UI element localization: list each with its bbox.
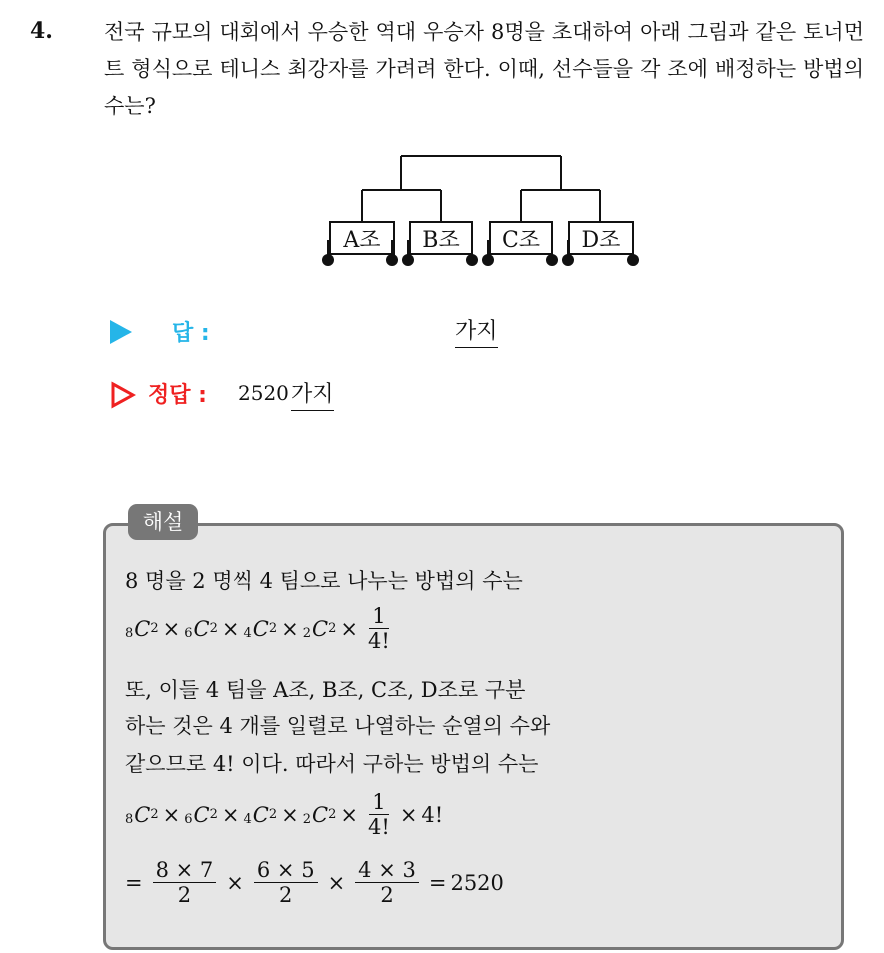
group-a-label: A조 xyxy=(343,228,381,253)
group-b-label: B조 xyxy=(422,228,460,253)
solution-tab: 해설 xyxy=(128,504,198,540)
group-d-label: D조 xyxy=(581,228,621,253)
solution-line-4: 하는 것은 4 개를 일렬로 나열하는 순열의 수와 xyxy=(125,714,551,738)
question-text: 전국 규모의 대회에서 우승한 역대 우승자 8명을 초대하여 아래 그림과 같은 토너먼트 형식으로 테니스 최강자를 가려려 한다. 이때, 선수들을 각 조에 배정하는 방법의 수는? xyxy=(104,20,864,118)
answer-label: 답 : xyxy=(172,321,210,346)
solution-formula-2: 8 C 2 × 6 C 2 × 4 C 2 × 2 C 2 × $\frac{1}{4!}$ × 4! xyxy=(125,790,444,839)
correct-value: 2520 xyxy=(238,381,289,405)
solution-line-1: 8 명을 2 명씩 4 팀으로 나누는 방법의 수는 xyxy=(125,569,523,593)
group-c-label: C조 xyxy=(501,228,541,253)
question-number: 4. xyxy=(30,18,53,44)
correct-row xyxy=(110,376,610,412)
solution-line-5: 같으므로 4! 이다. 따라서 구하는 방법의 수는 xyxy=(125,752,539,776)
answer-row xyxy=(110,314,610,350)
solution-formula-3: = $\frac{8 \times 7}{2}$ × $\frac{6 \times 5}{2}$ × $\frac{4 \times 3}{2}$ = 2520 xyxy=(125,858,504,907)
solution-formula-1: 8 C 2 × 6 C 2 × 4 C 2 × 2 C 2 × $\frac{1}{4!}$ xyxy=(125,604,390,653)
tournament-bracket xyxy=(310,148,650,278)
correct-label: 정답 : xyxy=(148,383,207,408)
outline-triangle-icon xyxy=(110,381,136,409)
answer-blank[interactable]: 가지 xyxy=(455,314,498,348)
correct-unit: 가지 xyxy=(291,377,334,411)
filled-triangle-icon xyxy=(110,320,132,344)
solution-line-3: 또, 이들 4 팀을 A조, B조, C조, D조로 구분 xyxy=(125,678,526,702)
